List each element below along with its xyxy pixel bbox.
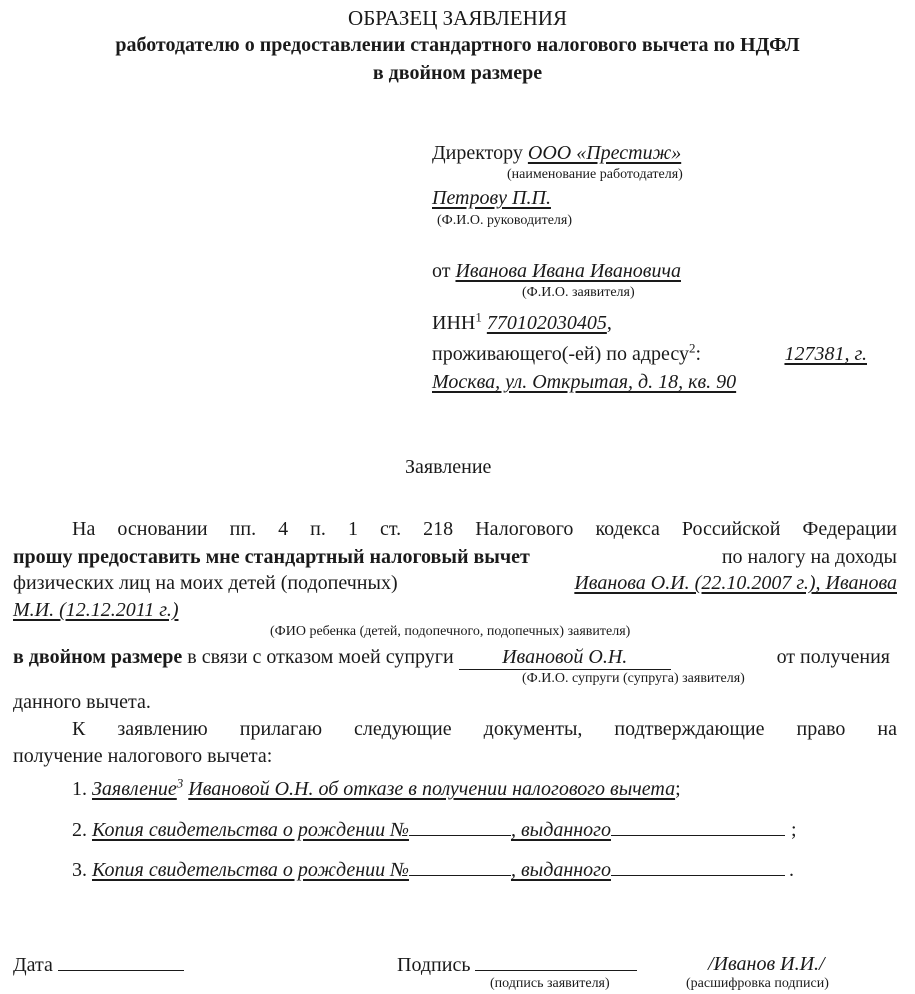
spouse-field [459,646,671,670]
children-names-a: Иванова О.И. (22.10.2007 г.), Иванова [574,572,897,594]
document-title: ОБРАЗЕЦ ЗАЯВЛЕНИЯ [348,6,567,30]
spouse-hint: (Ф.И.О. супруги (супруга) заявителя) [522,671,745,686]
p2-line2: данного вычета. [13,691,151,713]
p2-mid: в связи с отказом моей супруги [187,646,454,668]
p1-line3 [13,572,897,595]
doc3-mid: , выданного [510,859,611,881]
doc2-number-blank [409,818,511,836]
doc3-issuer-blank [611,858,785,876]
decoded-name-hint: (расшифровка подписи) [686,976,829,991]
doc1-end: ; [675,778,681,800]
p1-line3-start: физических лиц на моих детей (подопечных) [13,572,398,594]
p1-line1 [72,518,897,541]
doc2-title: Копия свидетельства о рождении № [92,819,409,841]
address-part2: Москва, ул. Открытая, д. 18, кв. 90 [432,371,737,393]
inn-value: 770102030405 [486,312,607,334]
children-hint: (ФИО ребенка (детей, подопечного, подопечных) заявителя) [270,624,631,639]
doc1-title-b: Ивановой О.Н. об отказе в получении налогового вычета [188,778,676,800]
applicant-line [432,260,681,283]
children-names-b: М.И. (12.12.2011 г.) [13,599,179,621]
statement-heading: Заявление [405,456,492,478]
p3-line2: получение налогового вычета: [13,745,273,767]
p2-bold: в двойном размере [13,646,183,668]
sign-label: Подпись [397,954,471,976]
date-line [13,953,184,977]
document-item-3 [72,858,794,882]
document-subtitle-line1: работодателю о предоставлении стандартного налогового вычета по НДФЛ [115,34,800,56]
inn-line [432,309,612,335]
p3-line1-text: К заявлению прилагаю следующие документы, подтверждающие право на [72,718,897,740]
p1-line2-rest: по налогу на доходы [721,546,897,568]
doc2-mid: , выданного [510,819,611,841]
decoded-name: /Иванов И.И./ [708,953,825,975]
doc3-number-blank [409,858,511,876]
inn-label: ИНН [432,312,476,334]
inn-footnote: 1 [475,309,482,325]
doc3-end: . [788,859,794,881]
doc1-footnote: 3 [176,775,184,791]
p1-line2 [13,546,897,569]
document-item-1 [72,775,681,801]
doc2-number: 2. [72,819,87,841]
address-line1 [432,340,867,366]
director-label: Директору [432,142,523,164]
doc1-title-a: Заявление [92,778,177,800]
addressee-director [432,142,681,165]
document-item-2 [72,818,797,842]
date-blank [58,953,184,971]
document-subtitle-line2: в двойном размере [372,62,543,84]
applicant-name: Иванова Ивана Ивановича [455,260,681,282]
doc2-issuer-blank [611,818,785,836]
address-label: проживающего(-ей) по адресу [432,343,690,365]
date-label: Дата [13,954,53,976]
doc2-end: ; [790,819,797,841]
inn-comma: , [606,312,612,334]
doc1-number: 1. [72,778,87,800]
sign-hint: (подпись заявителя) [490,976,610,991]
from-label: от [432,260,451,282]
applicant-hint: (Ф.И.О. заявителя) [522,285,635,300]
p1-line1-text: На основании пп. 4 п. 1 ст. 218 Налогового кодекса Российской Федерации [72,518,897,540]
address-part1: 127381, г. [784,343,867,365]
director-name: Петрову П.П. [432,187,551,209]
doc3-title: Копия свидетельства о рождении № [92,859,409,881]
company-name: ООО «Престиж» [527,142,682,164]
address-footnote: 2 [689,340,696,356]
address-colon: : [695,343,702,365]
p2-line1 [13,646,890,670]
director-hint: (Ф.И.О. руководителя) [437,213,572,228]
p3-line1 [72,718,897,741]
sign-blank [475,953,637,971]
spouse-name: Ивановой О.Н. [502,646,628,668]
company-hint: (наименование работодателя) [507,167,683,182]
sign-line [397,953,637,977]
p2-end: от получения [776,646,890,668]
p1-bold-request: прошу предоставить мне стандартный налоговый вычет [13,546,530,568]
doc3-number: 3. [72,859,87,881]
